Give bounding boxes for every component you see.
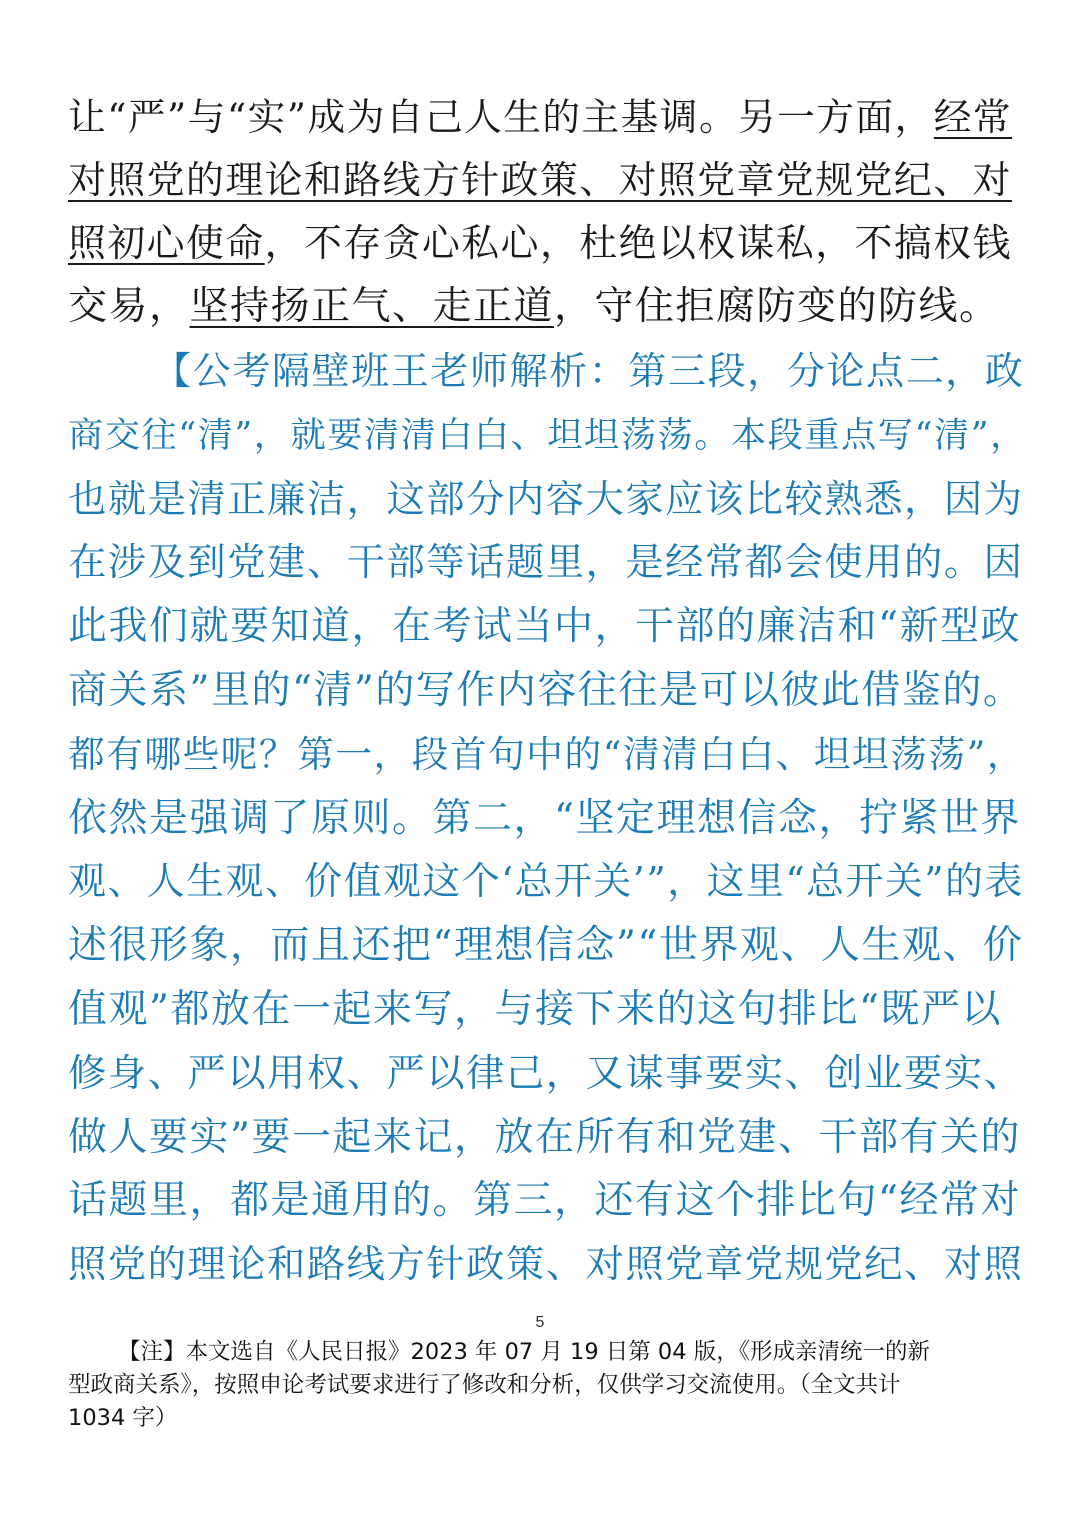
body-line-3-underlined: 照初心使命 <box>68 221 265 265</box>
footnote <box>68 1336 1018 1435</box>
analysis-line: 修身、严以用权、严以律己，又谋事要实、创业要实、 <box>68 1050 1024 1096</box>
analysis-paragraph <box>68 340 1028 1297</box>
analysis-line: 【公考隔壁班王老师解析：第三段，分论点二，政 <box>153 349 1025 393</box>
body-line-1 <box>68 86 1016 149</box>
body-line-4-text-a: 交易， <box>68 284 190 329</box>
analysis-line: 观、人生观、价值观这个‘总开关’”，这里“总开关”的表 <box>68 859 1024 904</box>
analysis-line: 述很形象，而且还把“理想信念”“世界观、人生观、价 <box>68 923 1024 969</box>
footnote-line-1: 【注】本文选自《人民日报》2023 年 07 月 19 日第 04 版，《形成亲清统一的新 <box>118 1339 930 1365</box>
analysis-line: 做人要实”要一起来记，放在所有和党建、干部有关的 <box>68 1114 1021 1160</box>
analysis-line: 照党的理论和路线方针政策、对照党章党规党纪、对照 <box>68 1242 1024 1288</box>
body-line-3 <box>68 212 1016 275</box>
page-number: 5 <box>535 1314 545 1331</box>
body-line-4 <box>68 275 1016 338</box>
analysis-line: 在涉及到党建、干部等话题里，是经常都会使用的。因 <box>68 540 1024 586</box>
body-line-1-underlined: 经常 <box>933 95 1013 139</box>
body-line-4-underlined: 坚持扬正气、走正道 <box>189 284 555 329</box>
analysis-line: 商交往“清”，就要清清白白、坦坦荡荡。本段重点写“清”， <box>68 414 1027 456</box>
main-paragraph <box>68 86 1016 338</box>
analysis-line: 都有哪些呢？第一，段首句中的“清清白白、坦坦荡荡”， <box>68 732 1026 776</box>
analysis-line: 值观”都放在一起来写，与接下来的这句排比“既严以 <box>68 986 1002 1032</box>
analysis-line: 依然是强调了原则。第二，“坚定理想信念，拧紧世界 <box>68 795 1021 841</box>
body-line-4-text-b: ，守住拒腐防变的防线。 <box>554 284 1000 329</box>
body-line-3-text: ，不存贪心私心，杜绝以权谋私，不搞权钱 <box>264 221 1012 265</box>
analysis-line: 此我们就要知道，在考试当中，干部的廉洁和“新型政 <box>68 604 1021 650</box>
analysis-line: 也就是清正廉洁，这部分内容大家应该比较熟悉，因为 <box>68 476 1024 522</box>
analysis-line: 商关系”里的“清”的写作内容往往是可以彼此借鉴的。 <box>68 667 1024 713</box>
footnote-line-3: 1034 字） <box>68 1405 178 1431</box>
body-line-1-text: 让“严”与“实”成为自己人生的主基调。另一方面， <box>68 95 934 139</box>
body-line-2-underlined: 对照党的理论和路线方针政策、对照党章党规党纪、对 <box>68 158 1012 202</box>
analysis-line: 话题里，都是通用的。第三，还有这个排比句“经常对 <box>68 1178 1021 1224</box>
body-line-2 <box>68 149 1016 212</box>
footnote-line-2: 型政商关系》，按照申论考试要求进行了修改和分析，仅供学习交流使用。（全文共计 <box>68 1372 901 1398</box>
